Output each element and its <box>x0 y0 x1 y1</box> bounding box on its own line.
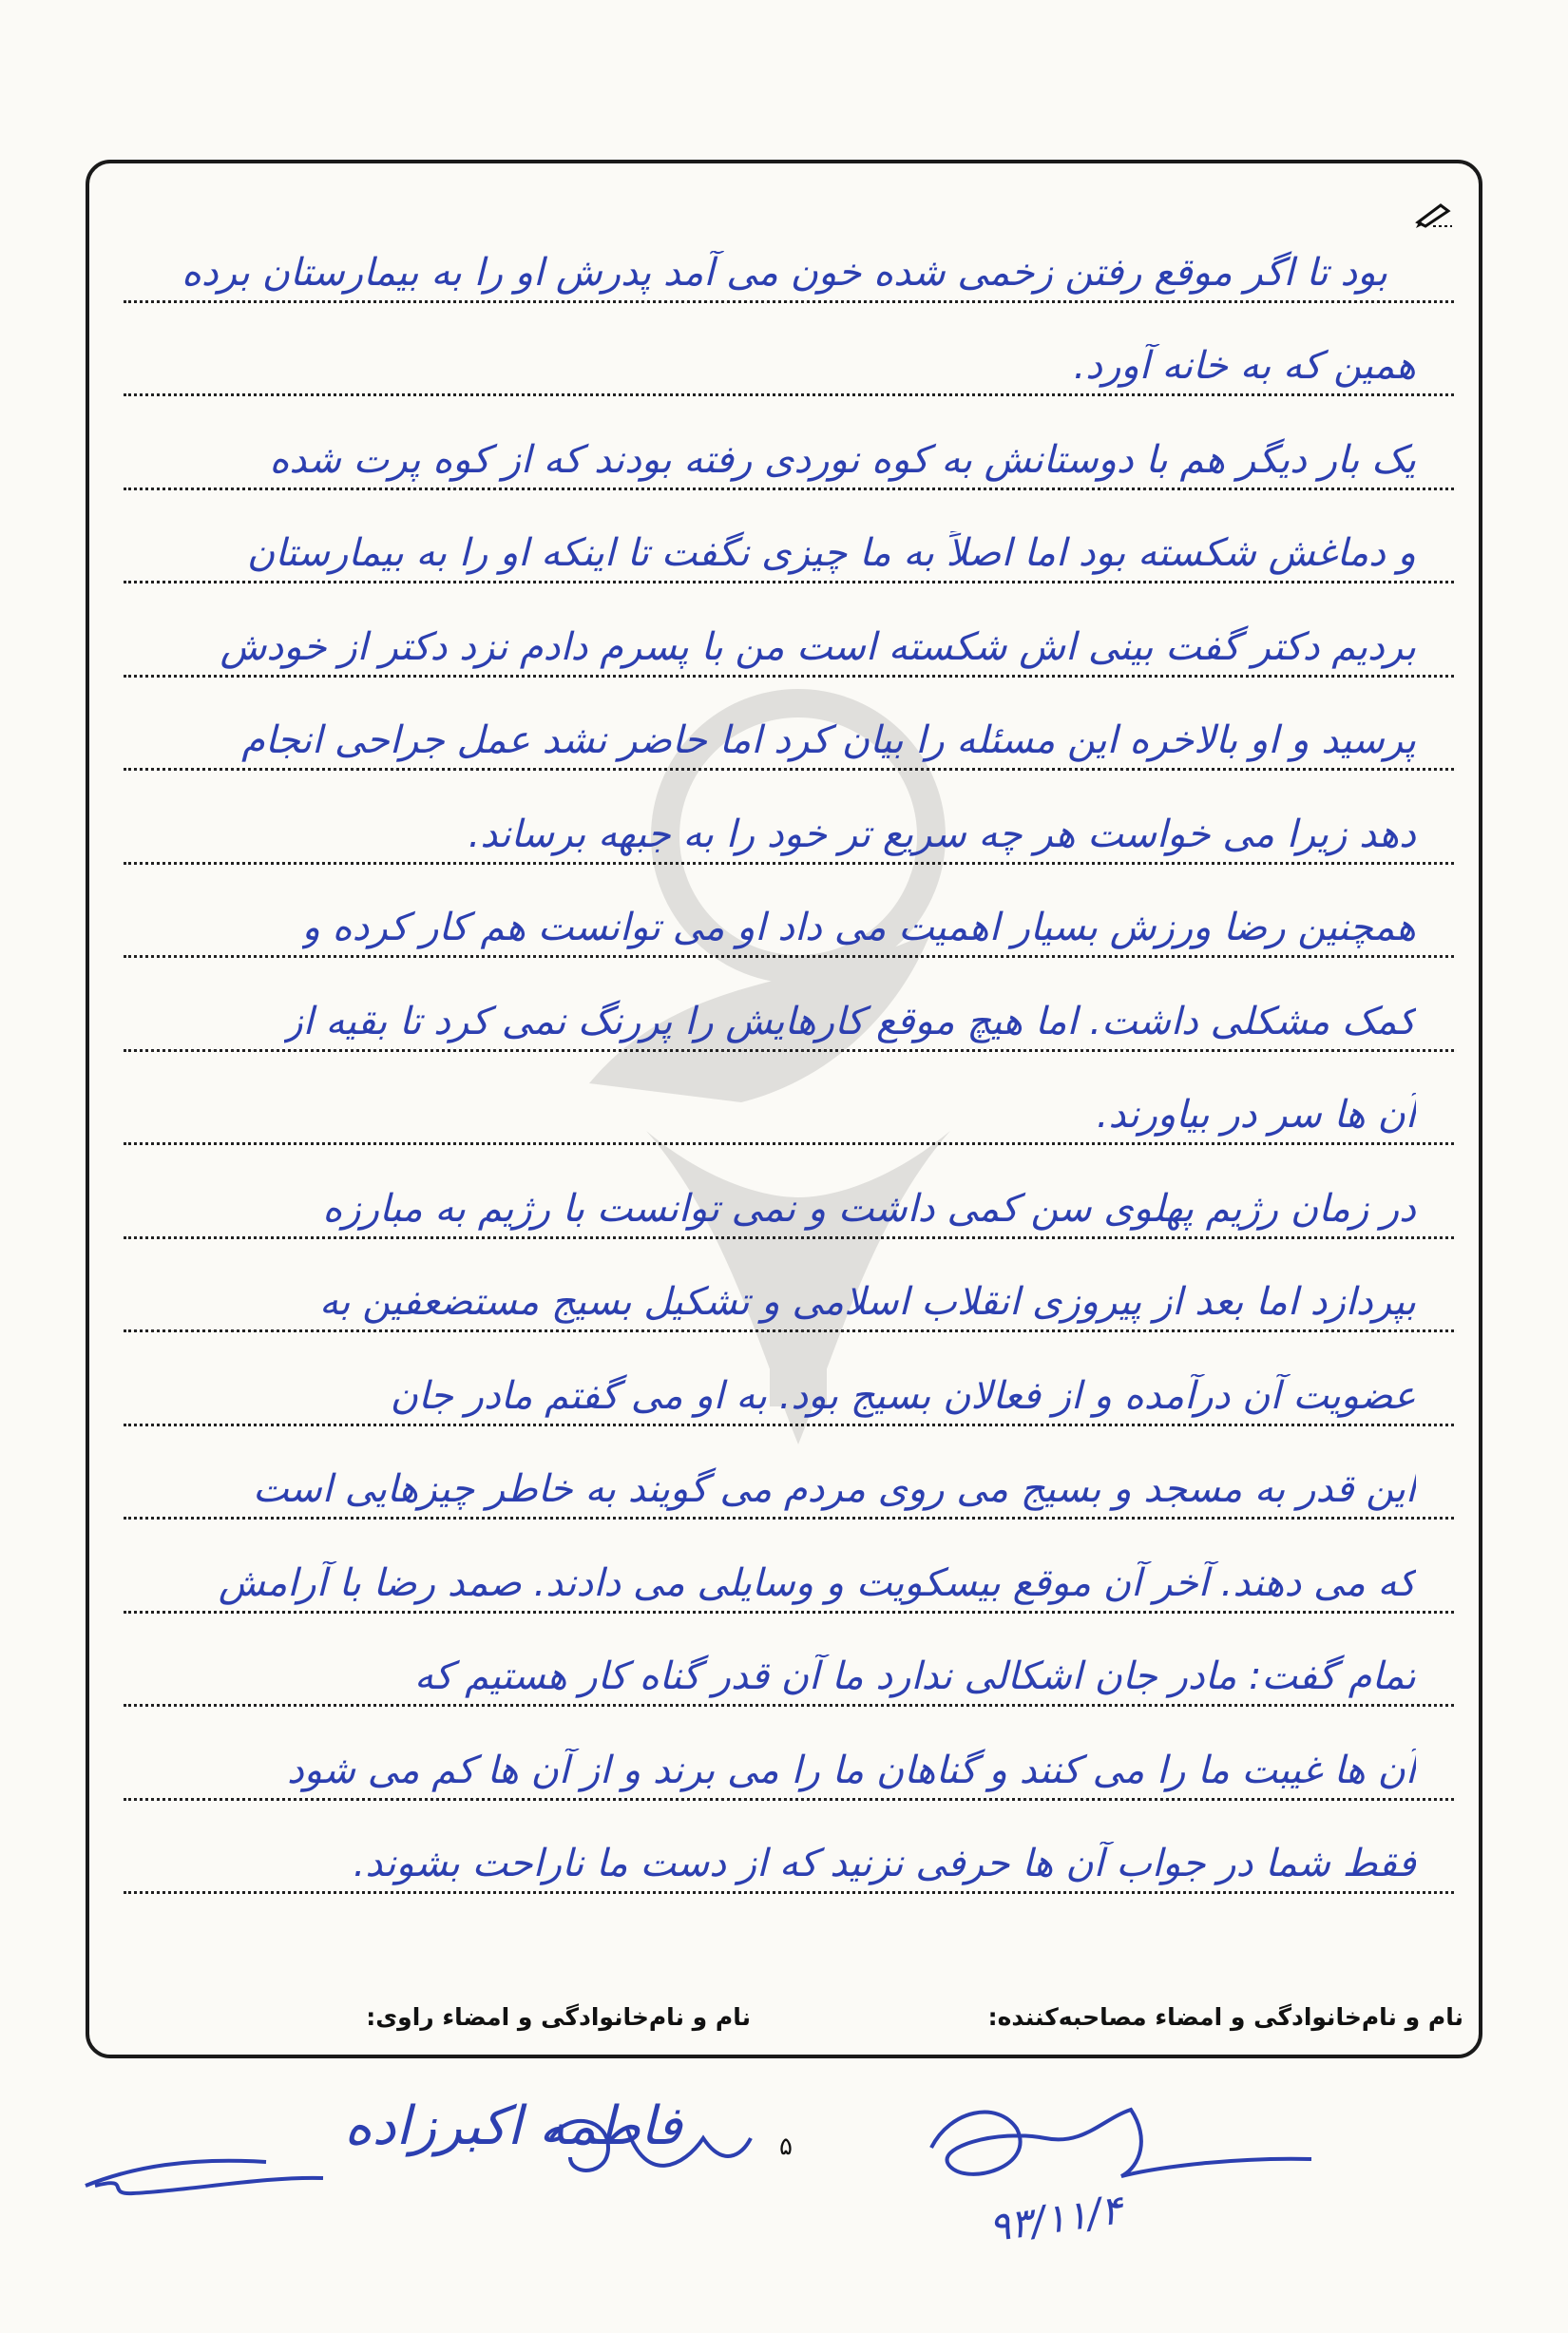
text-line: همچنین رضا ورزش بسیار اهمیت می داد او می توانست هم کار کرده و <box>124 865 1454 959</box>
interviewer-signature <box>912 2091 1330 2195</box>
narrator-signature-label: نام و نام‌خانوادگی و امضاء راوی: <box>366 2003 751 2031</box>
text-line: همین که به خانه آورد. <box>124 303 1454 397</box>
text-line: کمک مشکلی داشت. اما هیچ موقع کارهایش را پررنگ نمی کرد تا بقیه از <box>124 958 1454 1052</box>
text-line: و دماغش شکسته بود اما اصلاً به ما چیزی نگفت تا اینکه او را به بیمارستان <box>124 490 1454 584</box>
narrator-signature-text: فاطمه اکبرزاده <box>344 2095 682 2157</box>
text-line: که می دهند. آخر آن موقع بیسکویت و وسایلی می دادند. صمد رضا با آرامش <box>124 1520 1454 1614</box>
text-line: بردیم دکتر گفت بینی اش شکسته است من با پسرم دادم نزد دکتر از خودش <box>124 583 1454 678</box>
text-line: در زمان رژیم پهلوی سن کمی داشت و نمی توانست با رژیم به مبارزه <box>124 1145 1454 1239</box>
handwritten-lines <box>124 209 1454 1894</box>
text-line: تمام گفت: مادر جان اشکالی ندارد ما آن قدر گناه کار هستیم که <box>124 1614 1454 1708</box>
text-line: عضویت آن درآمده و از فعالان بسیج بود. به او می گفتم مادر جان <box>124 1332 1454 1426</box>
text-line: آن ها سر در بیاورند. <box>124 1052 1454 1146</box>
text-line: یک بار دیگر هم با دوستانش به کوه نوردی رفته بودند که از کوه پرت شده <box>124 396 1454 490</box>
text-line: آن ها غیبت ما را می کنند و گناهان ما را می برند و از آن ها کم می شود <box>124 1707 1454 1801</box>
interviewer-signature-label: نام و نام‌خانوادگی و امضاء مصاحبه‌کننده: <box>987 2003 1463 2031</box>
text-line: بپردازد اما بعد از پیروزی انقلاب اسلامی و تشکیل بسیج مستضعفین به <box>124 1239 1454 1333</box>
text-line: دهد زیرا می خواست هر چه سریع تر خود را به جبهه برساند. <box>124 771 1454 865</box>
text-line: این قدر به مسجد و بسیج می روی مردم می گویند به خاطر چیزهایی است <box>124 1426 1454 1520</box>
text-line: بود تا اگر موقع رفتن زخمی شده خون می آمد پدرش او را به بیمارستان برده <box>124 209 1454 303</box>
page-number: ۵ <box>779 2132 793 2161</box>
handwritten-date: ۹۳/۱۱/۴ <box>985 2186 1125 2251</box>
text-line: فقط شما در جواب آن ها حرفی نزنید که از دست ما ناراحت بشوند. <box>124 1801 1454 1895</box>
text-line: پرسید و او بالاخره این مسئله را بیان کرد اما حاضر نشد عمل جراحی انجام <box>124 678 1454 772</box>
